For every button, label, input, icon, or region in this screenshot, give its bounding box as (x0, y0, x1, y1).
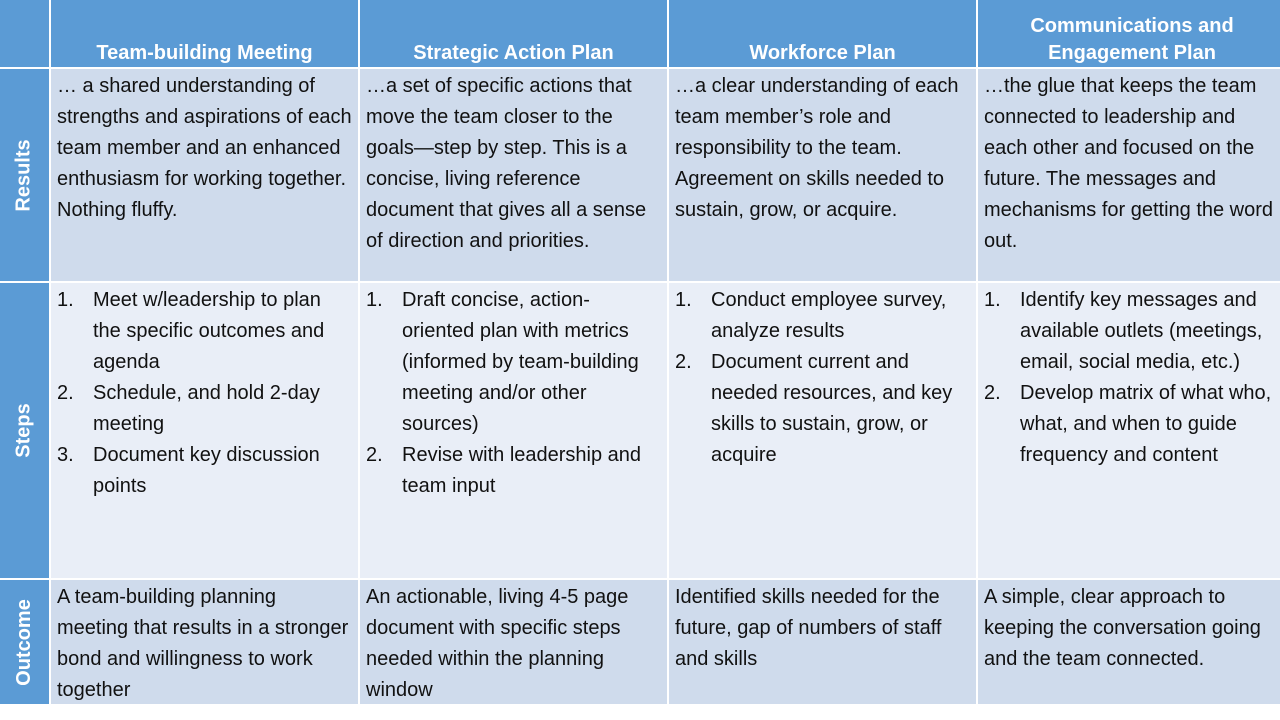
list-item (366, 440, 661, 502)
steps-list (984, 285, 1280, 471)
column-header-team-building (51, 0, 358, 67)
list-number: 1. (57, 289, 74, 311)
list-item-text: Identify key messages and available outlets (meetings, email, social media, etc.) (1020, 289, 1263, 373)
list-item (984, 378, 1280, 471)
column-header-label: Team-building Meeting (96, 42, 313, 64)
row-label-outcome (0, 580, 49, 704)
list-number: 2. (984, 382, 1001, 404)
outcome-cell-strategic-action: An actionable, living 4-5 page document with specific steps needed within the planning window (360, 580, 667, 704)
list-number: 2. (675, 351, 692, 373)
column-header-communications (978, 0, 1280, 67)
column-header-label: Strategic Action Plan (413, 42, 614, 64)
list-item-text: Revise with leadership and team input (402, 444, 642, 497)
outcome-cell-communications: A simple, clear approach to keeping the conversation going and the team connected. (978, 580, 1280, 704)
steps-cell-communications (978, 283, 1280, 578)
results-cell-team-building: … a shared understanding of strengths and aspirations of each team member and an enhanced enthusiasm for working together. Nothing fluffy. (51, 69, 358, 281)
column-header-workforce (669, 0, 976, 67)
list-item (984, 285, 1280, 378)
list-item-text: Conduct employee survey, analyze results (711, 289, 947, 342)
column-header-label: Communications and Engagement Plan (1030, 15, 1234, 64)
list-item (57, 378, 352, 440)
results-cell-strategic-action: …a set of specific actions that move the team closer to the goals—step by step. This is a concise, living reference document that gives all a sense of direction and priorities. (360, 69, 667, 281)
list-item-text: Draft concise, action-oriented plan with metrics (informed by team-building meeting and/or other sources) (402, 289, 639, 435)
row-label-text: Outcome (13, 598, 35, 686)
list-number: 3. (57, 444, 74, 466)
steps-list (675, 285, 970, 471)
steps-cell-team-building (51, 283, 358, 578)
list-number: 2. (57, 382, 74, 404)
list-item (675, 347, 970, 471)
steps-list (366, 285, 661, 502)
list-item-text: Meet w/leadership to plan the specific outcomes and agenda (93, 289, 325, 373)
column-header-label: Workforce Plan (749, 42, 896, 64)
list-item-text: Develop matrix of what who, what, and when to guide frequency and content (1020, 382, 1272, 466)
list-item-text: Document key discussion points (93, 444, 320, 497)
steps-cell-workforce (669, 283, 976, 578)
list-item (57, 285, 352, 378)
list-item (57, 440, 352, 502)
row-label-text: Results (13, 138, 35, 212)
list-number: 2. (366, 444, 383, 466)
list-number: 1. (984, 289, 1001, 311)
list-item (366, 285, 661, 440)
outcome-cell-team-building: A team-building planning meeting that results in a stronger bond and willingness to work together (51, 580, 358, 704)
row-label-text: Steps (13, 403, 35, 458)
row-label-results (0, 69, 49, 281)
steps-cell-strategic-action (360, 283, 667, 578)
table-corner (0, 0, 49, 67)
steps-list (57, 285, 352, 502)
list-item-text: Document current and needed resources, and key skills to sustain, grow, or acquire (711, 351, 953, 466)
column-header-strategic-action (360, 0, 667, 67)
results-cell-communications: …the glue that keeps the team connected to leadership and each other and focused on the future. The messages and mechanisms for getting the word out. (978, 69, 1280, 281)
list-number: 1. (366, 289, 383, 311)
outcome-cell-workforce: Identified skills needed for the future, gap of numbers of staff and skills (669, 580, 976, 704)
results-cell-workforce: …a clear understanding of each team member’s role and responsibility to the team. Agreement on skills needed to sustain, grow, or acquire. (669, 69, 976, 281)
list-number: 1. (675, 289, 692, 311)
row-label-steps (0, 283, 49, 578)
list-item-text: Schedule, and hold 2-day meeting (93, 382, 320, 435)
list-item (675, 285, 970, 347)
